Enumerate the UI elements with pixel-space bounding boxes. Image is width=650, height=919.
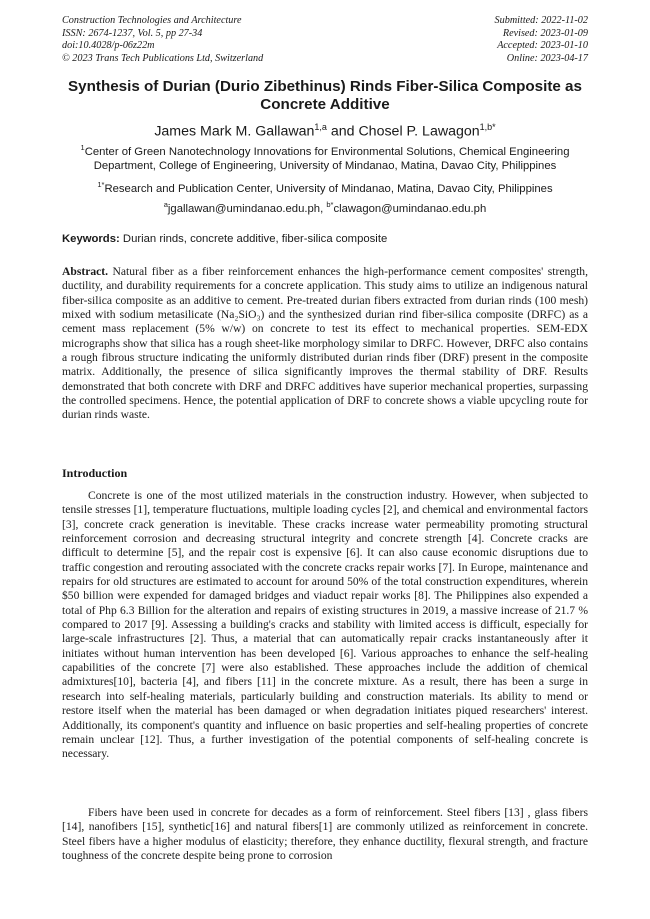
author-2-affil-mark: 1,b* [479, 122, 496, 132]
introduction-heading: Introduction [62, 466, 128, 480]
introduction-paragraph-2: Fibers have been used in concrete for decades as a form of reinforcement. Steel fibers [13] , glass fibers [14], nanofibers [15], synthetic[16] and natural fibers[1] are commonly utilized as reinforcement in concrete. Steel fibers have a higher modulus of elasticity; therefore, they enhance ductility, flexural strength, and fracture toughness of the concrete despite being prone to corrosion [62, 806, 588, 863]
author-1-affil-mark: 1,a [314, 122, 327, 132]
online-date: Online: 2023-04-17 [506, 52, 588, 64]
journal-name: Construction Technologies and Architecture [62, 15, 242, 26]
issn-line: ISSN: 2674-1237, Vol. 5, pp 27-34 [62, 27, 203, 39]
revised-date: Revised: 2023-01-09 [502, 27, 588, 39]
doi-line[interactable]: doi:10.4028/p-06z22m [62, 40, 155, 52]
journal-info [62, 15, 263, 65]
abstract-label: Abstract. [62, 265, 109, 278]
keywords-label: Keywords: [62, 233, 120, 245]
email-a-mark: a [163, 200, 168, 209]
abstract [62, 265, 588, 423]
email-line [55, 198, 595, 216]
email-b-mark: b* [326, 200, 334, 209]
affiliation-2 [55, 178, 595, 196]
author-conjunction: and [326, 123, 359, 140]
introduction-paragraph-1: Concrete is one of the most utilized materials in the construction industry. However, when subjected to tensile stresses [1], temperature fluctuations, multiple loading cycles [2], and chemical and environmental factors [3], concrete crack generation is inevitable. These cracks increase water permeability promoting structural reinforcement corrosion and decreasing structural integrity and concrete strength [4]. Concrete cracks are difficult to determine [5], and the repair cost is expensive [6]. It can also cause economic disruptions due to traffic congestion and rerouting associated with the concrete cracks repair works [7]. In Europe, maintenance and repairs for old structures are estimated to account for around 50% of the total construction expenditures, wherein $50 billion were expended for damaged bridges and viaduct repair works [8]. The Philippines also expended a total of Php 6.3 Billion for the alteration and repairs of existing structures in 2019, a massive increase of 21.7 % compared to 2017 [9]. Assessing a building's cracks and stability with limited access is difficult, especially for large-scale infrastructures [2]. Thus, a material that can automatically repair cracks instantaneously after it initiates without human intervention has been developed [6]. Various approaches to enhance the self-healing capabilities of the concrete [7] were also established. These approaches include the addition of chemical admixtures[10], bacteria [4], and fibers [11] in the concrete mixture. As a result, there has been a surge in research into self-healing materials, particularly building and construction materials. Its ability to mend or restore itself when the material has been damaged or when degradation initiates piqued researchers' interest. Additionally, its component's quantity and influence on basic properties and self-healing properties of concrete remain unclear [12]. Thus, a further investigation of the potential components of self-healing concrete is necessary. [62, 489, 588, 761]
affiliation-1-text: Center of Green Nanotechnology Innovations for Environmental Solutions, Chemical Engineering Department, College of Engineering, University of Mindanao, Matina, Davao City, Philippines [84, 145, 570, 173]
accepted-date: Accepted: 2023-01-10 [497, 40, 588, 52]
author-line [40, 118, 610, 141]
submitted-date: Submitted: 2022-11-02 [494, 15, 588, 26]
keywords-text: Durian rinds, concrete additive, fiber-silica composite [119, 233, 388, 245]
email-lawagon[interactable]: clawagon@umindanao.edu.ph [333, 202, 487, 215]
affiliation-2-mark: 1* [97, 180, 105, 189]
paper-title: Synthesis of Durian (Durio Zibethinus) Rinds Fiber-Silica Composite as Concrete Additive [68, 78, 582, 113]
author-lawagon: Chosel P. Lawagon [358, 123, 480, 140]
author-gallawan: James Mark M. Gallawan [154, 123, 315, 140]
affiliation-1-mark: 1 [80, 143, 85, 152]
affiliation-1 [55, 141, 595, 174]
email-gallawan[interactable]: jgallawan@umindanao.edu.ph, [167, 202, 327, 215]
copyright-line: © 2023 Trans Tech Publications Ltd, Switzerland [62, 52, 264, 64]
abstract-text: Natural fiber as a fiber reinforcement enhances the high-performance cement composites' strength, ductility, and durability requirements for a concrete application. This study aims to utilize an indigenous natural fiber-silica composite as an additive to cement. Pre-treated durian fibers extracted from durian rinds (100 mesh) mixed with sodium metasilicate (Na₂SiO₃) and the synthesized durian rind fiber-silica composite (DRFC) as a cement mass replacement (5% w/w) on concrete to test its effect to mechanical properties. SEM-EDX micrographs show that silica has a rough sheet-like morphology similar to DRFC. However, DRFC also contains a rough fibrous structure indicating the uniformly distributed durian rinds fiber (DRF) present in the composite matrix. Additionally, the presence of silica significantly improves the thermal stability of DRF. Results demonstrated that both concrete with DRF and DRFC additives have superior mechanical properties, surpassing the controlled specimens. Hence, the potential application of DRF to concrete shows a viable upcycling route for durian rinds waste. [62, 265, 588, 422]
publication-dates [495, 15, 588, 65]
keywords [62, 232, 588, 246]
affiliation-2-text: Research and Publication Center, University of Mindanao, Matina, Davao City, Philippines [104, 182, 553, 195]
